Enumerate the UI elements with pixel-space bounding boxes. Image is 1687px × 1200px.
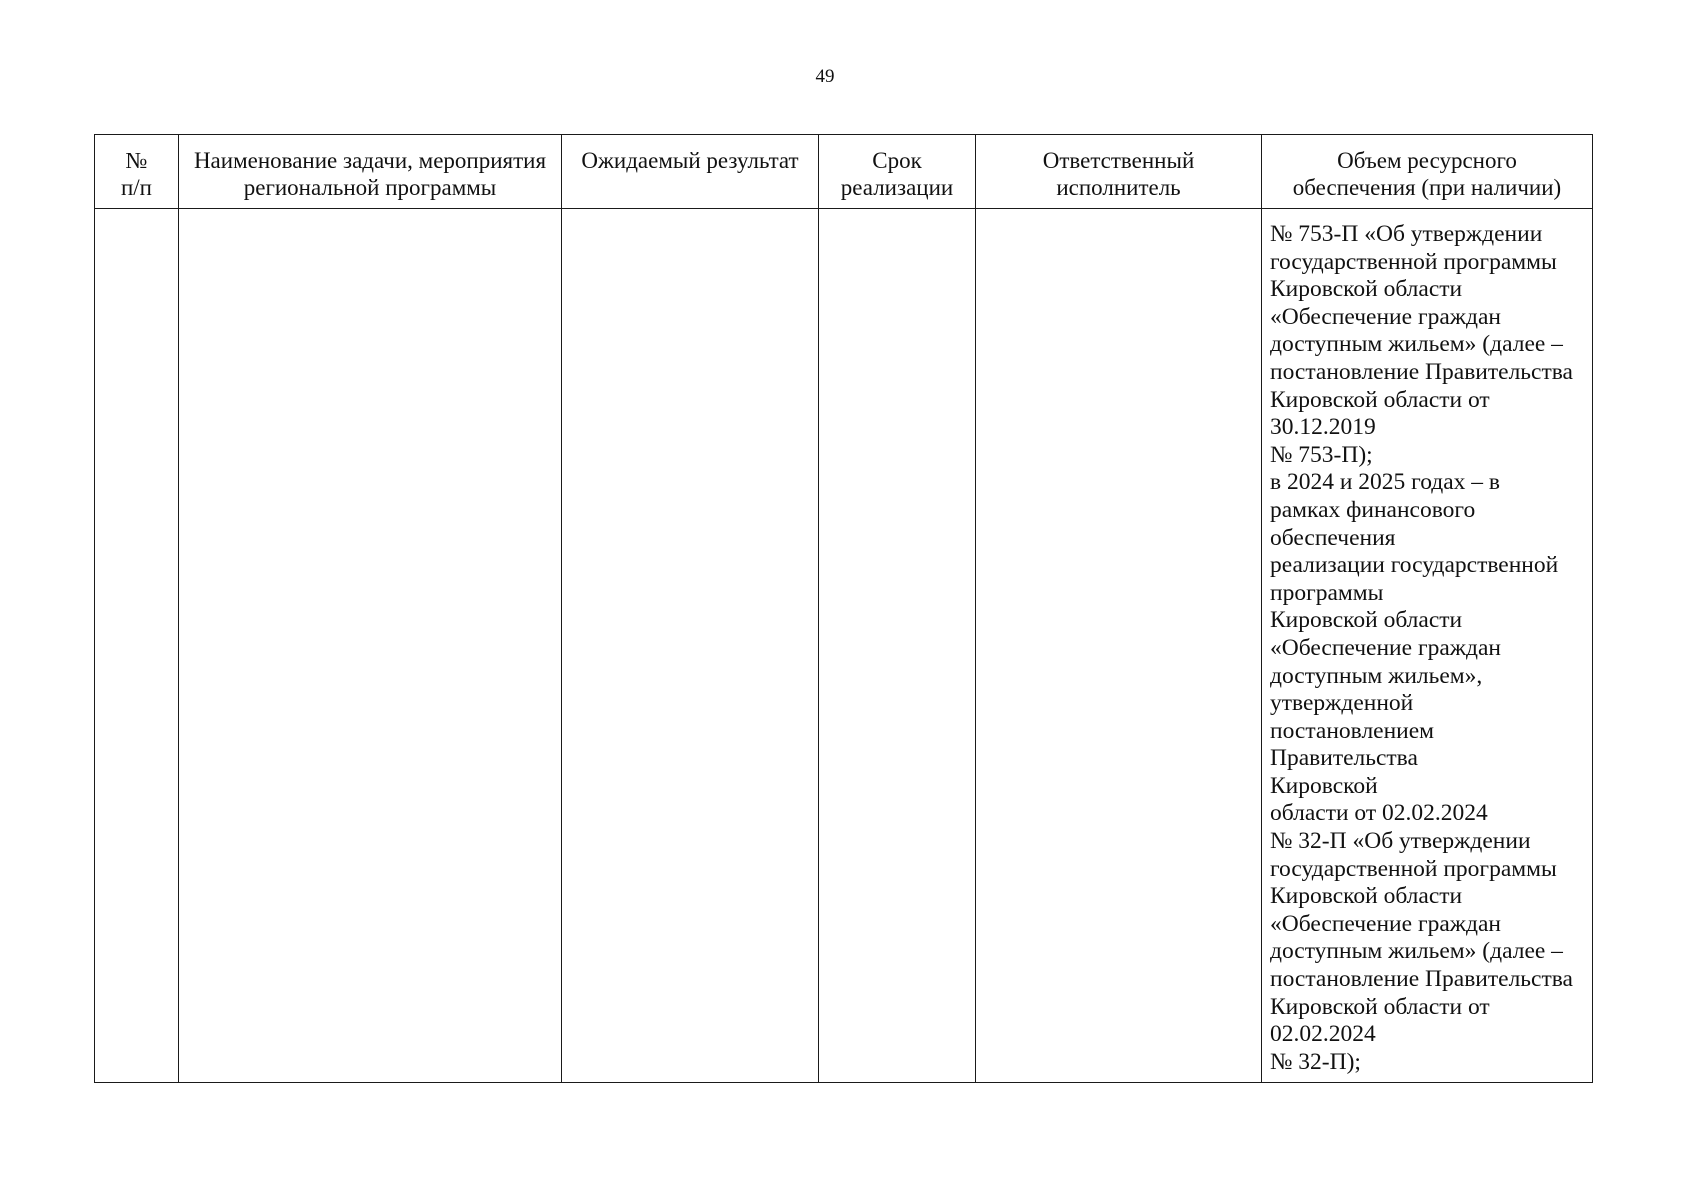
resources-line: постановление Правительства xyxy=(1270,966,1573,993)
resources-line: доступным жильем» (далее – xyxy=(1270,331,1563,358)
resources-line: доступным жильем», xyxy=(1270,662,1483,689)
resources-line: государственной программы xyxy=(1270,855,1557,882)
cell-deadline xyxy=(819,209,976,1083)
header-resources: Объем ресурсного обеспечения (при наличии) xyxy=(1262,135,1593,209)
resources-line: постановлением xyxy=(1270,717,1435,744)
resources-line: 30.12.2019 xyxy=(1270,414,1376,441)
cell-number xyxy=(95,209,179,1083)
resources-line: реализации государственной xyxy=(1270,552,1559,579)
resources-line: 02.02.2024 xyxy=(1270,1021,1376,1048)
cell-task-name xyxy=(179,209,562,1083)
resources-line: «Обеспечение граждан xyxy=(1270,910,1501,937)
table-row xyxy=(95,209,1593,1083)
resources-line: Кировской области xyxy=(1270,276,1463,303)
resources-line: Кировской области xyxy=(1270,607,1463,634)
resources-line: утвержденной xyxy=(1270,690,1414,717)
resources-text xyxy=(1262,209,1592,1076)
resources-line: Кировской области xyxy=(1270,883,1463,910)
header-responsible: Ответственный исполнитель xyxy=(976,135,1262,209)
resources-line: № 753-П); xyxy=(1270,441,1373,468)
resources-line: рамках финансового xyxy=(1270,496,1476,523)
resources-line: государственной программы xyxy=(1270,248,1557,275)
header-number: № п/п xyxy=(95,135,179,209)
resources-line: «Обеспечение граждан xyxy=(1270,634,1501,661)
resources-line: № 32-П); xyxy=(1270,1048,1361,1075)
resources-line: № 32-П «Об утверждении xyxy=(1270,828,1531,855)
table-header-row xyxy=(95,135,1593,209)
resources-line: программы xyxy=(1270,579,1384,606)
cell-resources xyxy=(1262,209,1593,1083)
resources-line: Кировской области от xyxy=(1270,993,1490,1020)
resources-line: в 2024 и 2025 годах – в xyxy=(1270,469,1501,496)
resources-line: Кировской xyxy=(1270,772,1378,799)
header-task-name: Наименование задачи, мероприятия региональной программы xyxy=(179,135,562,209)
resources-line: «Обеспечение граждан xyxy=(1270,303,1501,330)
resources-line: обеспечения xyxy=(1270,524,1396,551)
resources-line: доступным жильем» (далее – xyxy=(1270,938,1563,965)
header-expected-result: Ожидаемый результат xyxy=(562,135,819,209)
resources-line: Правительства xyxy=(1270,745,1418,772)
resources-line: постановление Правительства xyxy=(1270,358,1573,385)
resources-line: № 753-П «Об утверждении xyxy=(1270,221,1543,247)
cell-expected-result xyxy=(562,209,819,1083)
resources-line: области от 02.02.2024 xyxy=(1270,800,1488,827)
resources-line: Кировской области от xyxy=(1270,386,1490,413)
program-table xyxy=(94,134,1593,1083)
cell-responsible xyxy=(976,209,1262,1083)
page-number: 49 xyxy=(815,66,835,87)
header-deadline: Срок реализации xyxy=(819,135,976,209)
